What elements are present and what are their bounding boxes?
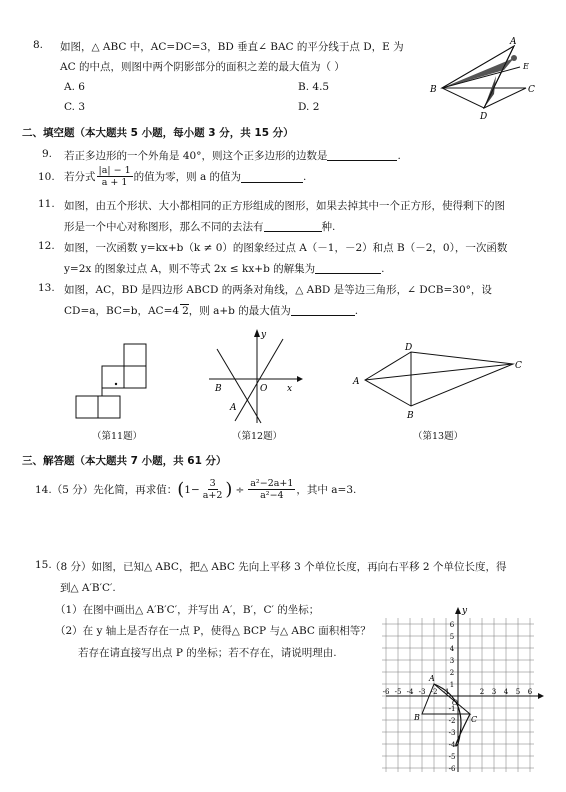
q15-y-arrow bbox=[455, 607, 461, 614]
q14-tail: ，其中 a=3. bbox=[296, 484, 357, 496]
q12-label-a: A bbox=[230, 403, 237, 413]
x-tick-label: -4 bbox=[406, 688, 414, 696]
q13-sqrt: 2 bbox=[182, 305, 189, 317]
q14-f1-den: a+2 bbox=[202, 490, 223, 501]
q13-caption: （第13题） bbox=[413, 431, 464, 442]
x-tick-label: -5 bbox=[394, 688, 402, 696]
q8-line-be bbox=[442, 67, 520, 88]
q12-answer-blank[interactable] bbox=[315, 262, 381, 274]
q8-label-c: C bbox=[528, 85, 535, 95]
q14-f1-num: 3 bbox=[209, 478, 216, 489]
q10-frac-num: |a| − 1 bbox=[98, 165, 131, 176]
q12-line2-b: . bbox=[381, 263, 385, 275]
q11-line2-a: 形是一个中心对称图形，那么不同的去法有 bbox=[64, 221, 264, 233]
q10-text bbox=[64, 165, 306, 188]
y-tick-label: 3 bbox=[449, 657, 455, 665]
y-tick-label: 2 bbox=[449, 669, 455, 677]
q14-f2-den: a²−4 bbox=[260, 490, 284, 501]
q12-label-b: B bbox=[215, 384, 222, 394]
q12-label-o: O bbox=[260, 384, 268, 394]
y-tick-label: -3 bbox=[448, 729, 456, 737]
q14-paren-open: ( bbox=[177, 478, 185, 500]
y-tick-label: -5 bbox=[448, 753, 456, 761]
q15-label-c: C bbox=[471, 715, 478, 724]
q15-part2-note: 若存在请直接写出点 P 的坐标；若不存在，请说明理由. bbox=[78, 647, 337, 659]
y-tick-label: -4 bbox=[448, 741, 456, 749]
q13-line2-c: . bbox=[354, 305, 359, 317]
y-tick-label: 6 bbox=[449, 621, 455, 629]
q11-square-2 bbox=[102, 366, 124, 388]
section3-title: 三、解答题（本大题共 7 小题，共 61 分） bbox=[22, 455, 227, 467]
q12-y-arrow bbox=[254, 329, 260, 337]
q9-text-b: . bbox=[397, 150, 401, 162]
q13-answer-blank[interactable] bbox=[291, 304, 355, 316]
q12-x-arrow bbox=[297, 376, 303, 382]
q10-text-b: . bbox=[303, 170, 307, 183]
q15-label-y: y bbox=[462, 606, 468, 616]
q14-one: 1− bbox=[184, 483, 200, 496]
q10-frac-den: a + 1 bbox=[101, 177, 128, 188]
x-tick-label: 5 bbox=[515, 688, 521, 696]
y-tick-label: 5 bbox=[449, 633, 455, 641]
x-tick-label: -2 bbox=[430, 688, 438, 696]
q12-number: 12. bbox=[38, 240, 55, 252]
x-tick-label: 4 bbox=[503, 688, 509, 696]
q11-dot bbox=[115, 383, 117, 385]
q15-part2: （2）在 y 轴上是否存在一点 P，使得△ BCP 与△ ABC 面积相等？ bbox=[55, 625, 371, 637]
x-tick-label: -3 bbox=[418, 688, 426, 696]
q15-x-arrow bbox=[538, 693, 544, 699]
q13-figure bbox=[345, 340, 525, 424]
q14-lead: （5 分）先化简，再求值： bbox=[51, 484, 178, 496]
q8-option-b: B. 4.5 bbox=[298, 81, 330, 93]
q11-figure bbox=[70, 340, 160, 424]
q12-line2-a: y=2x 的图象过点 A，则不等式 2x ≤ kx+b 的解集为 bbox=[64, 263, 316, 275]
q15-label-b: B bbox=[414, 713, 420, 722]
q15-x-neg-tick-labels bbox=[383, 688, 450, 696]
q8-label-a: A bbox=[510, 37, 517, 47]
q15-label-o: O bbox=[452, 699, 458, 707]
y-tick-label: -6 bbox=[448, 765, 456, 773]
q14-paren-close: ) bbox=[225, 478, 233, 500]
q14-f2-num: a²−2a+1 bbox=[250, 478, 294, 489]
q12-label-x: x bbox=[287, 384, 293, 394]
q13-label-a: A bbox=[353, 377, 360, 387]
q8-label-b: B bbox=[430, 85, 437, 95]
q12-label-y: y bbox=[261, 330, 267, 340]
q8-point-mark bbox=[511, 55, 517, 61]
x-tick-label: -6 bbox=[382, 688, 390, 696]
q15-line2: 到△ A′B′C′. bbox=[60, 582, 116, 594]
q13-label-d: D bbox=[405, 343, 413, 353]
q14-fraction-1 bbox=[201, 478, 225, 501]
q8-label-e: E bbox=[523, 62, 529, 71]
q15-line1: （8 分）如图，已知△ ABC，把△ ABC 先向上平移 3 个单位长度，再向右平移 2 个单位长度，得 bbox=[50, 561, 507, 573]
q8-shaded-left bbox=[442, 58, 514, 88]
q14-div: ÷ bbox=[235, 483, 245, 496]
q10-text-a: 的值为零，则 a 的值为 bbox=[133, 171, 242, 183]
q14-number: 14. bbox=[35, 483, 52, 496]
q11-square-1 bbox=[124, 344, 146, 366]
q12-line-kxb bbox=[217, 349, 261, 423]
q10-number: 10. bbox=[38, 171, 55, 183]
q11-answer-blank[interactable] bbox=[264, 220, 322, 232]
q15-number: 15. bbox=[35, 559, 52, 571]
q8-option-d: D. 2 bbox=[298, 101, 320, 113]
q14-fraction-2 bbox=[248, 478, 295, 501]
q13-line2-a: CD=a，BC=b，AC=4 bbox=[64, 305, 180, 317]
q12-line2 bbox=[64, 261, 385, 276]
q10-prefix: 若分式 bbox=[64, 171, 96, 183]
q13-label-b: B bbox=[407, 411, 414, 421]
q13-label-c: C bbox=[515, 361, 522, 371]
q8-number: 8. bbox=[33, 39, 44, 51]
section2-title: 二、填空题（本大题共 5 小题，每小题 3 分，共 15 分） bbox=[22, 127, 294, 139]
q13-quadrilateral bbox=[365, 352, 513, 406]
q12-figure bbox=[205, 325, 305, 425]
q12-line-2x bbox=[235, 339, 283, 421]
q8-option-c: C. 3 bbox=[64, 101, 86, 113]
q11-square-3 bbox=[124, 366, 146, 388]
q11-square-4 bbox=[76, 396, 98, 418]
q15-label-a: A bbox=[429, 674, 435, 683]
q8-line1: 如图，△ ABC 中，AC=DC=3，BD 垂直∠ BAC 的平分线于点 D，E 为 bbox=[60, 41, 404, 53]
q11-square-5 bbox=[98, 396, 120, 418]
q10-fraction bbox=[97, 165, 133, 188]
q15-part1: （1）在图中画出△ A′B′C′，并写出 A′，B′，C′ 的坐标； bbox=[55, 604, 320, 616]
q15-grid bbox=[380, 604, 546, 776]
q13-number: 13. bbox=[38, 282, 55, 294]
x-tick-label: -1 bbox=[442, 688, 450, 696]
q13-line1: 如图，AC，BD 是四边形 ABCD 的两条对角线，△ ABD 是等边三角形，∠ DCB=30°，设 bbox=[64, 284, 492, 296]
q11-number: 11. bbox=[38, 198, 55, 210]
q11-caption: （第11题） bbox=[92, 431, 143, 442]
q12-caption: （第12题） bbox=[232, 431, 283, 442]
x-tick-label: 6 bbox=[527, 688, 533, 696]
x-tick-label: 2 bbox=[479, 688, 485, 696]
q9-text bbox=[64, 148, 401, 163]
y-tick-label: -1 bbox=[448, 705, 456, 713]
q9-answer-blank[interactable] bbox=[327, 149, 397, 161]
q11-line2-b: 种. bbox=[321, 221, 336, 233]
y-tick-label: 1 bbox=[449, 681, 455, 689]
q13-line2 bbox=[64, 303, 358, 318]
q8-option-a: A. 6 bbox=[64, 81, 85, 93]
x-tick-label: 3 bbox=[491, 688, 497, 696]
q8-figure bbox=[428, 36, 538, 120]
q12-line1: 如图，一次函数 y=kx+b（k ≠ 0）的图象经过点 A（－1，－2）和点 B（－2，0），一次函数 bbox=[64, 242, 508, 254]
q11-line2 bbox=[64, 219, 335, 234]
q15-x-pos-tick-labels bbox=[480, 688, 533, 696]
q13-line2-b: ，则 a+b 的最大值为 bbox=[188, 305, 291, 317]
q8-line2: AC 的中点，则图中两个阴影部分的面积之差的最大值为（ ） bbox=[60, 61, 345, 73]
q10-answer-blank[interactable] bbox=[241, 171, 303, 183]
q8-label-d: D bbox=[480, 112, 488, 120]
y-tick-label: 4 bbox=[449, 645, 455, 653]
y-tick-label: -2 bbox=[448, 717, 456, 725]
q11-line1: 如图，由五个形状、大小都相同的正方形组成的图形，如果去掉其中一个正方形，使得剩下的图 bbox=[64, 200, 505, 212]
q14 bbox=[35, 478, 356, 501]
q9-number: 9. bbox=[42, 148, 53, 160]
q9-text-a: 若正多边形的一个外角是 40°，则这个正多边形的边数是 bbox=[64, 150, 328, 162]
